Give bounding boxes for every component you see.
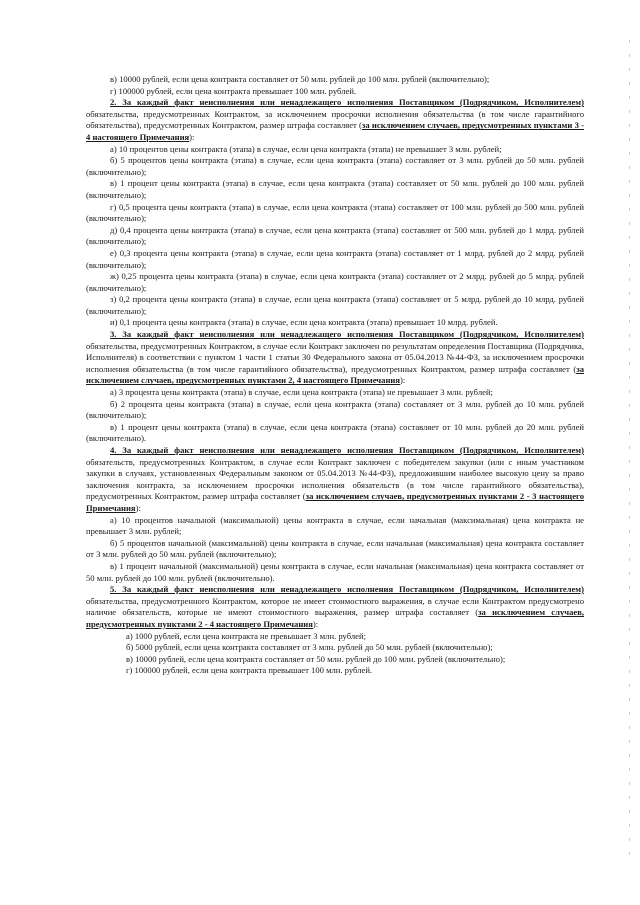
text-run: ):: [312, 618, 319, 629]
paragraph: [86, 399, 584, 422]
scan-edge-artifact: [629, 40, 630, 860]
paragraph: [86, 144, 584, 156]
paragraph: [86, 294, 584, 317]
text-run: за исключением случаев, предусмотренных пунктами 2 - 3 настоящего Примечания: [86, 491, 584, 513]
paragraph: [86, 631, 584, 643]
text-run: обязательств, предусмотренных Контрактом, в случае если Контракт заключен с победителем закупки (или с иным участником закупки в случаях, установленных Федеральным законом от 05.04.2013 №44-ФЗ), предложившим наиболее высокую цену за право заключения контракта, за исключением просрочки исполнения обязательств (в том числе гарантийного обязательства), предусмотренных Контрактом, размер штрафа составляет (: [86, 456, 584, 502]
text-run: в) 1 процент начальной (максимальной) цены контракта в случае, если начальная (максимальная) цена контракта составляет от 50 млн. рублей до 100 млн. рублей (включительно).: [86, 560, 584, 583]
paragraph: [86, 445, 584, 515]
paragraph: [86, 74, 584, 86]
paragraph: [86, 515, 584, 538]
text-run: 5. За каждый факт неисполнения или ненадлежащего исполнения Поставщиком (Подрядчиком, Исполнителем): [110, 584, 584, 595]
paragraph: [86, 86, 584, 98]
paragraph: [86, 561, 584, 584]
paragraph: [86, 642, 584, 654]
text-run: 4. За каждый факт неисполнения или ненадлежащего исполнения Поставщиком (Подрядчиком, Исполнителем): [110, 445, 584, 455]
paragraph: [86, 202, 584, 225]
text-run: б) 2 процента цены контракта (этапа) в случае, если цена контракта (этапа) составляет от 3 млн. рублей до 10 млн. рублей (включительно);: [86, 398, 584, 421]
text-run: ):: [135, 502, 141, 513]
text-run: 2. За каждый факт неисполнения или ненадлежащего исполнения Поставщиком (Подрядчиком, Исполнителем): [110, 97, 584, 108]
paragraph: [86, 538, 584, 561]
text-run: з) 0,2 процента цены контракта (этапа) в случае, если цена контракта (этапа) составляет от 5 млрд. рублей до 10 млрд. рублей (включительно);: [86, 294, 584, 316]
text-run: а) 10 процентов цены контракта (этапа) в случае, если цена контракта (этапа) не превышает 3 млн. рублей;: [110, 143, 502, 154]
text-run: г) 100000 рублей, если цена контракта превышает 100 млн. рублей.: [126, 665, 373, 676]
text-run: обязательства, предусмотренных Контрактом, за исключением просрочки исполнения обязательства (в том числе гарантийного обязательства), предусмотренных Контрактом, размер штрафа составляет (: [86, 108, 584, 131]
document-body: [86, 74, 584, 677]
text-run: обязательства, предусмотренного Контрактом, которое не имеет стоимостного выражения, в случае если Контрактом предусмотрено наличие обязательств, которые не имеют стоимостного выражения, размер штрафа составляет (: [86, 595, 584, 618]
paragraph: [86, 271, 584, 294]
text-run: г) 100000 рублей, если цена контракта превышает 100 млн. рублей.: [110, 85, 357, 96]
paragraph: [86, 225, 584, 248]
paragraph: [86, 248, 584, 271]
text-run: а) 1000 рублей, если цена контракта не превышает 3 млн. рублей;: [126, 630, 366, 641]
paragraph: [86, 317, 584, 329]
paragraph: [86, 665, 584, 677]
paragraph: [86, 178, 584, 201]
text-run: д) 0,4 процента цены контракта (этапа) в случае, если цена контракта (этапа) составляет от 500 млн. рублей до 1 млрд. рублей (включительно);: [86, 224, 584, 247]
text-run: в) 1 процент цены контракта (этапа) в случае, если цена контракта (этапа) составляет от 10 млн. рублей до 20 млн. рублей (включительно).: [86, 421, 584, 444]
text-run: обязательства, предусмотренных Контрактом, в случае если Контракт заключен по результатам определения Поставщика (Подрядчика, Исполнителя) в соответствии с пунктом 1 части 1 статьи 30 Федерального закона от 05.04.2013 №44-ФЗ, за исключением просрочки исполнения обязательства (в том числе гарантийного обязательства), предусмотренных Контрактом, размер штрафа составляет (: [86, 340, 584, 374]
paragraph: [86, 654, 584, 666]
paragraph: [86, 329, 584, 387]
text-run: ж) 0,25 процента цены контракта (этапа) в случае, если цена контракта (этапа) составляет от 2 млрд. рублей до 5 млрд. рублей (включительно);: [86, 271, 584, 293]
text-run: б) 5 процентов начальной (максимальной) цены контракта в случае, если начальная (максимальная) цена контракта составляет от 3 млн. рублей до 50 млн. рублей (включительно);: [86, 537, 584, 560]
text-run: за исключением случаев, предусмотренных пунктами 2 - 4 настоящего Примечания: [86, 607, 584, 629]
paragraph: [86, 155, 584, 178]
paragraph: [86, 422, 584, 445]
text-run: в) 10000 рублей, если цена контракта составляет от 50 млн. рублей до 100 млн. рублей (включительно);: [110, 74, 490, 84]
text-run: в) 1 процент цены контракта (этапа) в случае, если цена контракта (этапа) составляет от 50 млн. рублей до 100 млн. рублей (включительно);: [86, 178, 584, 200]
text-run: а) 10 процентов начальной (максимальной) цены контракта в случае, если начальная (максимальная) цена контракта не превышает 3 млн. рублей;: [86, 514, 584, 537]
text-run: е) 0,3 процента цены контракта (этапа) в случае, если цена контракта (этапа) составляет от 1 млрд. рублей до 2 млрд. рублей (включительно);: [86, 247, 584, 270]
text-run: б) 5 процентов цены контракта (этапа) в случае, если цена контракта (этапа) составляет от 3 млн. рублей до 50 млн. рублей (включительно);: [86, 155, 584, 177]
text-run: в) 10000 рублей, если цена контракта составляет от 50 млн. рублей до 100 млн. рублей (включительно);: [126, 653, 506, 664]
text-run: ):: [189, 131, 195, 142]
text-run: за исключением случаев, предусмотренных пунктами 2, 4 настоящего Примечания: [86, 363, 584, 386]
paragraph: [86, 97, 584, 143]
text-run: а) 3 процента цены контракта (этапа) в случае, если цена контракта (этапа) не превышает 3 млн. рублей;: [110, 387, 493, 398]
text-run: 3. За каждый факт неисполнения или ненадлежащего исполнения Поставщиком (Подрядчиком, Исполнителем): [110, 329, 584, 340]
text-run: б) 5000 рублей, если цена контракта составляет от 3 млн. рублей до 50 млн. рублей (включительно);: [126, 642, 493, 653]
text-run: и) 0,1 процента цены контракта (этапа) в случае, если цена контракта (этапа) превышает 10 млрд. рублей.: [110, 317, 498, 328]
text-run: ):: [400, 375, 406, 386]
text-run: за исключением случаев, предусмотренных пунктами 3 - 4 настоящего Примечания: [86, 120, 585, 142]
paragraph: [86, 584, 584, 630]
paragraph: [86, 387, 584, 399]
text-run: г) 0,5 процента цены контракта (этапа) в случае, если цена контракта (этапа) составляет от 100 млн. рублей до 500 млн. рублей (включительно);: [86, 201, 584, 224]
